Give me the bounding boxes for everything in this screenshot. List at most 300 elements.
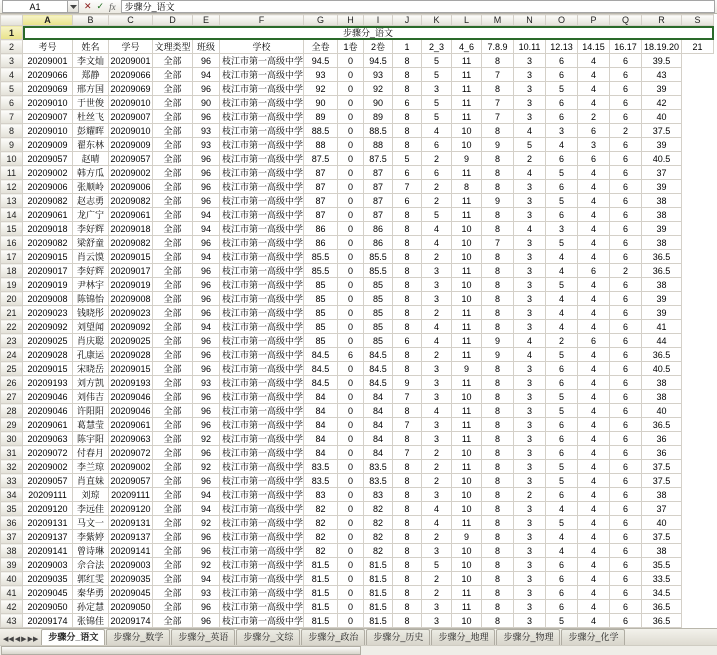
column-label-8[interactable]: 2卷 bbox=[364, 40, 393, 54]
cell[interactable]: 96 bbox=[193, 530, 220, 544]
cell[interactable]: 龙广宁 bbox=[73, 208, 109, 222]
cell[interactable]: 88 bbox=[304, 138, 338, 152]
cell[interactable]: 4 bbox=[546, 264, 578, 278]
cell[interactable]: 6 bbox=[546, 586, 578, 600]
cell[interactable]: 0 bbox=[338, 152, 364, 166]
cell[interactable]: 李远佳 bbox=[73, 502, 109, 516]
table-row[interactable] bbox=[1, 236, 714, 250]
cell[interactable]: 2 bbox=[422, 306, 452, 320]
column-label-1[interactable]: 姓名 bbox=[73, 40, 109, 54]
table-row[interactable] bbox=[1, 502, 714, 516]
cell[interactable]: 全部 bbox=[153, 208, 193, 222]
column-label-12[interactable]: 7.8.9 bbox=[482, 40, 514, 54]
cell[interactable]: 20209010 bbox=[23, 124, 73, 138]
cell[interactable]: 4 bbox=[514, 334, 546, 348]
cell[interactable]: 35.5 bbox=[642, 558, 682, 572]
cell[interactable]: 6 bbox=[546, 362, 578, 376]
cell[interactable]: 83 bbox=[304, 488, 338, 502]
row-header-15[interactable]: 15 bbox=[1, 222, 23, 236]
cell[interactable]: 8 bbox=[482, 180, 514, 194]
cell[interactable]: 4 bbox=[578, 432, 610, 446]
column-label-6[interactable]: 全卷 bbox=[304, 40, 338, 54]
cell[interactable]: 全部 bbox=[153, 278, 193, 292]
cell[interactable]: 20209082 bbox=[23, 194, 73, 208]
cell[interactable]: 36.5 bbox=[642, 348, 682, 362]
table-row[interactable] bbox=[1, 166, 714, 180]
row-header-38[interactable]: 38 bbox=[1, 544, 23, 558]
cell[interactable]: 33.5 bbox=[642, 572, 682, 586]
cell[interactable]: 20209174 bbox=[23, 614, 73, 628]
cell[interactable]: 20209006 bbox=[23, 180, 73, 194]
cell[interactable]: 10 bbox=[452, 558, 482, 572]
table-row[interactable] bbox=[1, 530, 714, 544]
table-row[interactable] bbox=[1, 96, 714, 110]
cell[interactable]: 38 bbox=[642, 390, 682, 404]
cell[interactable]: 20209008 bbox=[110, 293, 151, 304]
cell[interactable]: 38 bbox=[642, 236, 682, 250]
cell[interactable]: 尹林宇 bbox=[73, 278, 109, 292]
cell[interactable]: 39 bbox=[642, 222, 682, 236]
cell[interactable]: 5 bbox=[422, 54, 452, 68]
cell[interactable]: 3 bbox=[422, 488, 452, 502]
cell[interactable]: 20209061 bbox=[23, 418, 73, 432]
column-label-18[interactable]: 21 bbox=[682, 40, 714, 54]
cell[interactable]: 39 bbox=[642, 306, 682, 320]
cell[interactable]: 付春月 bbox=[73, 446, 109, 460]
table-row[interactable] bbox=[1, 460, 714, 474]
cell[interactable]: 赵晴 bbox=[73, 152, 109, 166]
column-label-10[interactable]: 2_3 bbox=[422, 40, 452, 54]
cell[interactable]: 7 bbox=[482, 110, 514, 124]
cell[interactable]: 6 bbox=[610, 348, 642, 362]
cell[interactable]: 8 bbox=[393, 68, 422, 82]
cell[interactable]: 20209002 bbox=[23, 460, 73, 474]
cell[interactable]: 84.5 bbox=[364, 376, 393, 390]
cell[interactable]: 84 bbox=[364, 432, 393, 446]
cell[interactable]: 孔康运 bbox=[73, 348, 109, 362]
cell[interactable]: 10 bbox=[452, 222, 482, 236]
cell[interactable]: 0 bbox=[338, 446, 364, 460]
cell[interactable]: 0 bbox=[338, 404, 364, 418]
cell[interactable]: 85 bbox=[364, 278, 393, 292]
table-row[interactable] bbox=[1, 362, 714, 376]
table-row[interactable] bbox=[1, 208, 714, 222]
cell[interactable]: 20209017 bbox=[23, 264, 73, 278]
cell[interactable]: 38 bbox=[642, 194, 682, 208]
cell[interactable]: 8 bbox=[482, 292, 514, 306]
accept-edit-icon[interactable]: ✓ bbox=[96, 1, 105, 11]
cell[interactable]: 20209061 bbox=[110, 419, 151, 430]
cell[interactable]: 全部 bbox=[153, 110, 193, 124]
cell[interactable]: 5 bbox=[422, 110, 452, 124]
cell[interactable]: 4 bbox=[578, 250, 610, 264]
cell[interactable]: 全部 bbox=[153, 250, 193, 264]
cell[interactable]: 36.5 bbox=[642, 418, 682, 432]
cell[interactable]: 6 bbox=[546, 110, 578, 124]
cell[interactable]: 4 bbox=[578, 180, 610, 194]
cell[interactable]: 全部 bbox=[153, 474, 193, 488]
cell[interactable]: 3 bbox=[514, 180, 546, 194]
cell[interactable]: 20209069 bbox=[110, 83, 151, 94]
cell[interactable]: 3 bbox=[422, 292, 452, 306]
cell[interactable]: 4 bbox=[578, 306, 610, 320]
cell[interactable]: 8 bbox=[482, 544, 514, 558]
cell[interactable]: 36 bbox=[642, 432, 682, 446]
column-label-17[interactable]: 18.19.20 bbox=[642, 40, 682, 54]
cell[interactable]: 6 bbox=[546, 446, 578, 460]
cell[interactable]: 8 bbox=[482, 208, 514, 222]
cell[interactable]: 39 bbox=[642, 138, 682, 152]
cell[interactable]: 彭耀晖 bbox=[73, 124, 109, 138]
cell[interactable]: 11 bbox=[452, 432, 482, 446]
cell[interactable]: 20209063 bbox=[23, 432, 73, 446]
cell[interactable]: 赵志勇 bbox=[73, 194, 109, 208]
sheet-nav-buttons[interactable] bbox=[2, 636, 41, 645]
cell[interactable]: 8 bbox=[452, 180, 482, 194]
cell[interactable]: 84 bbox=[364, 390, 393, 404]
cell[interactable]: 20209193 bbox=[23, 376, 73, 390]
cell[interactable]: 8 bbox=[482, 600, 514, 614]
cell[interactable]: 44 bbox=[642, 334, 682, 348]
table-row[interactable] bbox=[1, 68, 714, 82]
cell[interactable]: 83 bbox=[364, 488, 393, 502]
cell[interactable]: 8 bbox=[393, 236, 422, 250]
cell[interactable]: 20209019 bbox=[23, 278, 73, 292]
cell[interactable]: 20209066 bbox=[110, 69, 151, 80]
cell[interactable]: 全部 bbox=[153, 194, 193, 208]
sheet-tab-2[interactable]: 步骤分_英语 bbox=[171, 629, 235, 645]
table-row[interactable] bbox=[1, 474, 714, 488]
cell[interactable]: 96 bbox=[193, 334, 220, 348]
cell[interactable]: 枝江市第一高级中学 bbox=[220, 96, 304, 110]
cell[interactable]: 3 bbox=[514, 292, 546, 306]
cell[interactable]: 枝江市第一高级中学 bbox=[220, 544, 304, 558]
cell[interactable]: 8 bbox=[393, 250, 422, 264]
cell[interactable]: 0 bbox=[338, 320, 364, 334]
row-header-13[interactable]: 13 bbox=[1, 194, 23, 208]
cell[interactable]: 3 bbox=[514, 236, 546, 250]
cell[interactable]: 2 bbox=[422, 586, 452, 600]
cell[interactable]: 20209174 bbox=[110, 615, 151, 626]
cell[interactable]: 84 bbox=[364, 418, 393, 432]
cell[interactable]: 全部 bbox=[153, 236, 193, 250]
row-header-34[interactable]: 34 bbox=[1, 488, 23, 502]
cell[interactable]: 87 bbox=[364, 166, 393, 180]
cancel-edit-icon[interactable]: ✕ bbox=[84, 1, 92, 11]
cell[interactable]: 82 bbox=[304, 530, 338, 544]
cell[interactable]: 85.5 bbox=[364, 264, 393, 278]
cell[interactable]: 8 bbox=[393, 278, 422, 292]
cell[interactable]: 40 bbox=[642, 516, 682, 530]
cell[interactable]: 枝江市第一高级中学 bbox=[220, 110, 304, 124]
cell[interactable]: 3 bbox=[514, 376, 546, 390]
cell[interactable]: 93 bbox=[193, 138, 220, 152]
cell[interactable]: 36.5 bbox=[642, 600, 682, 614]
cell[interactable]: 8 bbox=[393, 82, 422, 96]
cell[interactable]: 20209035 bbox=[110, 573, 151, 584]
cell[interactable]: 20209006 bbox=[110, 181, 151, 192]
cell[interactable]: 枝江市第一高级中学 bbox=[220, 488, 304, 502]
cell[interactable]: 20209137 bbox=[110, 531, 151, 542]
cell[interactable]: 20209007 bbox=[110, 111, 151, 122]
cell[interactable]: 20209023 bbox=[110, 307, 151, 318]
cell[interactable]: 3 bbox=[514, 530, 546, 544]
cell[interactable]: 84.5 bbox=[304, 348, 338, 362]
cell[interactable]: 9 bbox=[452, 362, 482, 376]
cell[interactable]: 20209131 bbox=[23, 516, 73, 530]
cell[interactable]: 20209007 bbox=[23, 110, 73, 124]
cell[interactable]: 96 bbox=[193, 194, 220, 208]
cell[interactable]: 枝江市第一高级中学 bbox=[220, 474, 304, 488]
cell[interactable]: 84.5 bbox=[304, 376, 338, 390]
cell[interactable]: 6 bbox=[610, 404, 642, 418]
cell[interactable]: 全部 bbox=[153, 530, 193, 544]
cell[interactable]: 96 bbox=[193, 446, 220, 460]
cell[interactable]: 81.5 bbox=[364, 600, 393, 614]
cell[interactable]: 张顺岭 bbox=[73, 180, 109, 194]
table-row[interactable] bbox=[1, 180, 714, 194]
cell[interactable]: 87 bbox=[304, 194, 338, 208]
cell[interactable]: 4 bbox=[546, 502, 578, 516]
cell[interactable]: 4 bbox=[514, 222, 546, 236]
cell[interactable]: 85.5 bbox=[364, 250, 393, 264]
cell[interactable]: 0 bbox=[338, 222, 364, 236]
cell[interactable]: 4 bbox=[578, 614, 610, 628]
cell[interactable]: 5 bbox=[546, 404, 578, 418]
table-row[interactable] bbox=[1, 348, 714, 362]
cell[interactable]: 40.5 bbox=[642, 362, 682, 376]
column-header-E[interactable]: E bbox=[193, 15, 220, 26]
row-header-26[interactable]: 26 bbox=[1, 376, 23, 390]
cell[interactable]: 8 bbox=[393, 208, 422, 222]
table-row[interactable] bbox=[1, 124, 714, 138]
column-header-C[interactable]: C bbox=[109, 15, 153, 26]
cell[interactable]: 37 bbox=[642, 502, 682, 516]
cell[interactable]: 8 bbox=[393, 264, 422, 278]
column-header-O[interactable]: O bbox=[546, 15, 578, 26]
row-header-30[interactable]: 30 bbox=[1, 432, 23, 446]
cell[interactable]: 全部 bbox=[153, 558, 193, 572]
column-label-2[interactable]: 学号 bbox=[109, 40, 153, 54]
cell[interactable]: 96 bbox=[193, 390, 220, 404]
cell[interactable]: 20209082 bbox=[110, 195, 151, 206]
row-header-10[interactable]: 10 bbox=[1, 152, 23, 166]
cell[interactable]: 6 bbox=[610, 516, 642, 530]
cell[interactable]: 6 bbox=[610, 250, 642, 264]
cell[interactable]: 全部 bbox=[153, 222, 193, 236]
cell[interactable]: 96 bbox=[193, 82, 220, 96]
cell[interactable]: 5 bbox=[393, 152, 422, 166]
cell[interactable]: 4 bbox=[578, 558, 610, 572]
column-label-9[interactable]: 1 bbox=[393, 40, 422, 54]
column-label-7[interactable]: 1卷 bbox=[338, 40, 364, 54]
name-box-dropdown-icon[interactable] bbox=[68, 0, 79, 13]
cell[interactable]: 6 bbox=[610, 222, 642, 236]
cell[interactable]: 40 bbox=[642, 110, 682, 124]
sheet-tab-1[interactable]: 步骤分_数学 bbox=[106, 629, 170, 645]
cell[interactable]: 枝江市第一高级中学 bbox=[220, 82, 304, 96]
cell[interactable]: 全部 bbox=[153, 82, 193, 96]
cell[interactable]: 3 bbox=[578, 138, 610, 152]
cell[interactable]: 36.5 bbox=[642, 264, 682, 278]
cell[interactable]: 0 bbox=[338, 82, 364, 96]
cell[interactable]: 11 bbox=[452, 460, 482, 474]
cell[interactable]: 8 bbox=[482, 488, 514, 502]
cell[interactable]: 枝江市第一高级中学 bbox=[220, 432, 304, 446]
cell[interactable]: 枝江市第一高级中学 bbox=[220, 376, 304, 390]
cell[interactable]: 3 bbox=[514, 558, 546, 572]
cell[interactable]: 96 bbox=[193, 180, 220, 194]
cell[interactable]: 20209009 bbox=[23, 138, 73, 152]
cell[interactable]: 4 bbox=[578, 236, 610, 250]
cell[interactable]: 20209003 bbox=[110, 559, 151, 570]
table-row[interactable] bbox=[1, 82, 714, 96]
cell[interactable]: 89 bbox=[364, 110, 393, 124]
cell[interactable]: 李兰琼 bbox=[73, 460, 109, 474]
cell[interactable]: 94 bbox=[193, 488, 220, 502]
cell[interactable]: 10 bbox=[452, 124, 482, 138]
cell[interactable]: 7 bbox=[393, 446, 422, 460]
table-row[interactable] bbox=[1, 600, 714, 614]
cell[interactable]: 84 bbox=[304, 446, 338, 460]
cell[interactable]: 全部 bbox=[153, 488, 193, 502]
cell[interactable]: 0 bbox=[338, 278, 364, 292]
column-label-4[interactable]: 班级 bbox=[193, 40, 220, 54]
cell[interactable]: 4 bbox=[578, 460, 610, 474]
cell[interactable]: 81.5 bbox=[364, 558, 393, 572]
cell[interactable]: 43 bbox=[642, 68, 682, 82]
cell[interactable]: 94 bbox=[193, 320, 220, 334]
sheet-tab-0[interactable]: 步骤分_语文 bbox=[41, 629, 105, 645]
cell[interactable]: 6 bbox=[610, 460, 642, 474]
row-header-11[interactable]: 11 bbox=[1, 166, 23, 180]
cell[interactable]: 90 bbox=[304, 96, 338, 110]
cell[interactable]: 3 bbox=[546, 222, 578, 236]
row-header-6[interactable]: 6 bbox=[1, 96, 23, 110]
cell[interactable]: 0 bbox=[338, 502, 364, 516]
cell[interactable]: 20209092 bbox=[110, 321, 151, 332]
cell[interactable]: 枝江市第一高级中学 bbox=[220, 320, 304, 334]
cell[interactable]: 20209082 bbox=[23, 236, 73, 250]
cell[interactable]: 83.5 bbox=[304, 460, 338, 474]
cell[interactable]: 11 bbox=[452, 306, 482, 320]
cell[interactable]: 20209003 bbox=[23, 558, 73, 572]
cell[interactable]: 全部 bbox=[153, 586, 193, 600]
cell[interactable]: 10 bbox=[452, 544, 482, 558]
cell[interactable]: 5 bbox=[546, 348, 578, 362]
cell[interactable]: 枝江市第一高级中学 bbox=[220, 460, 304, 474]
cell[interactable]: 20209045 bbox=[110, 587, 151, 598]
cell[interactable]: 81.5 bbox=[364, 614, 393, 628]
prev-sheet-icon[interactable]: ◀ bbox=[14, 636, 21, 643]
cell[interactable]: 陈宇阳 bbox=[73, 432, 109, 446]
cell[interactable]: 93 bbox=[304, 68, 338, 82]
cell[interactable]: 36 bbox=[642, 446, 682, 460]
table-row[interactable] bbox=[1, 264, 714, 278]
cell[interactable]: 20209001 bbox=[23, 54, 73, 68]
cell[interactable]: 0 bbox=[338, 236, 364, 250]
cell[interactable]: 全部 bbox=[153, 292, 193, 306]
cell[interactable]: 4 bbox=[514, 348, 546, 362]
cell[interactable]: 陈锦怡 bbox=[73, 292, 109, 306]
table-row[interactable] bbox=[1, 544, 714, 558]
cell[interactable]: 8 bbox=[393, 362, 422, 376]
cell[interactable]: 枝江市第一高级中学 bbox=[220, 166, 304, 180]
cell[interactable]: 20209120 bbox=[23, 502, 73, 516]
cell[interactable]: 84.5 bbox=[364, 348, 393, 362]
cell[interactable]: 3 bbox=[514, 194, 546, 208]
cell[interactable]: 20209046 bbox=[23, 404, 73, 418]
cell[interactable]: 2 bbox=[422, 250, 452, 264]
cell[interactable]: 20209001 bbox=[110, 55, 151, 66]
cell[interactable]: 6 bbox=[610, 194, 642, 208]
cell[interactable]: 8 bbox=[482, 320, 514, 334]
cell[interactable]: 0 bbox=[338, 54, 364, 68]
cell[interactable]: 全部 bbox=[153, 418, 193, 432]
cell[interactable]: 8 bbox=[482, 460, 514, 474]
cell[interactable]: 39.5 bbox=[642, 54, 682, 68]
cell[interactable]: 全部 bbox=[153, 600, 193, 614]
cell[interactable]: 6 bbox=[578, 334, 610, 348]
cell[interactable]: 6 bbox=[610, 278, 642, 292]
cell[interactable]: 85 bbox=[304, 320, 338, 334]
cell[interactable]: 96 bbox=[193, 292, 220, 306]
cell[interactable]: 枝江市第一高级中学 bbox=[220, 152, 304, 166]
column-label-0[interactable]: 考号 bbox=[23, 40, 73, 54]
cell[interactable]: 李文灿 bbox=[73, 54, 109, 68]
cell[interactable]: 88.5 bbox=[364, 124, 393, 138]
cell[interactable]: 20209025 bbox=[23, 334, 73, 348]
cell[interactable]: 10 bbox=[452, 572, 482, 586]
cell[interactable]: 36.5 bbox=[642, 614, 682, 628]
cell[interactable]: 0 bbox=[338, 432, 364, 446]
cell[interactable]: 全部 bbox=[153, 516, 193, 530]
scrollbar-thumb[interactable] bbox=[1, 646, 361, 655]
cell[interactable]: 4 bbox=[546, 320, 578, 334]
cell[interactable]: 3 bbox=[422, 418, 452, 432]
cell[interactable]: 8 bbox=[393, 292, 422, 306]
cell[interactable]: 83.5 bbox=[304, 474, 338, 488]
cell[interactable]: 94 bbox=[193, 572, 220, 586]
cell[interactable]: 全部 bbox=[153, 180, 193, 194]
cell[interactable]: 3 bbox=[514, 320, 546, 334]
cell[interactable]: 20209028 bbox=[110, 349, 151, 360]
cell[interactable]: 38 bbox=[642, 544, 682, 558]
cell[interactable]: 4 bbox=[578, 390, 610, 404]
column-header-H[interactable]: H bbox=[338, 15, 364, 26]
cell[interactable]: 94 bbox=[193, 68, 220, 82]
cell[interactable]: 0 bbox=[338, 614, 364, 628]
cell[interactable]: 94 bbox=[193, 222, 220, 236]
cell[interactable]: 6 bbox=[546, 68, 578, 82]
cell[interactable]: 枝江市第一高级中学 bbox=[220, 222, 304, 236]
cell[interactable]: 5 bbox=[422, 68, 452, 82]
cell[interactable]: 84 bbox=[304, 432, 338, 446]
cell[interactable]: 20209025 bbox=[110, 335, 151, 346]
cell[interactable]: 20209046 bbox=[110, 391, 151, 402]
cell[interactable]: 枝江市第一高级中学 bbox=[220, 600, 304, 614]
cell[interactable]: 3 bbox=[514, 502, 546, 516]
cell[interactable]: 4 bbox=[422, 404, 452, 418]
cell[interactable]: 8 bbox=[482, 222, 514, 236]
cell[interactable]: 3 bbox=[514, 600, 546, 614]
cell[interactable]: 0 bbox=[338, 544, 364, 558]
cell[interactable]: 全部 bbox=[153, 404, 193, 418]
cell[interactable]: 8 bbox=[393, 432, 422, 446]
cell[interactable]: 4 bbox=[578, 530, 610, 544]
cell[interactable]: 3 bbox=[514, 96, 546, 110]
cell[interactable]: 38 bbox=[642, 278, 682, 292]
